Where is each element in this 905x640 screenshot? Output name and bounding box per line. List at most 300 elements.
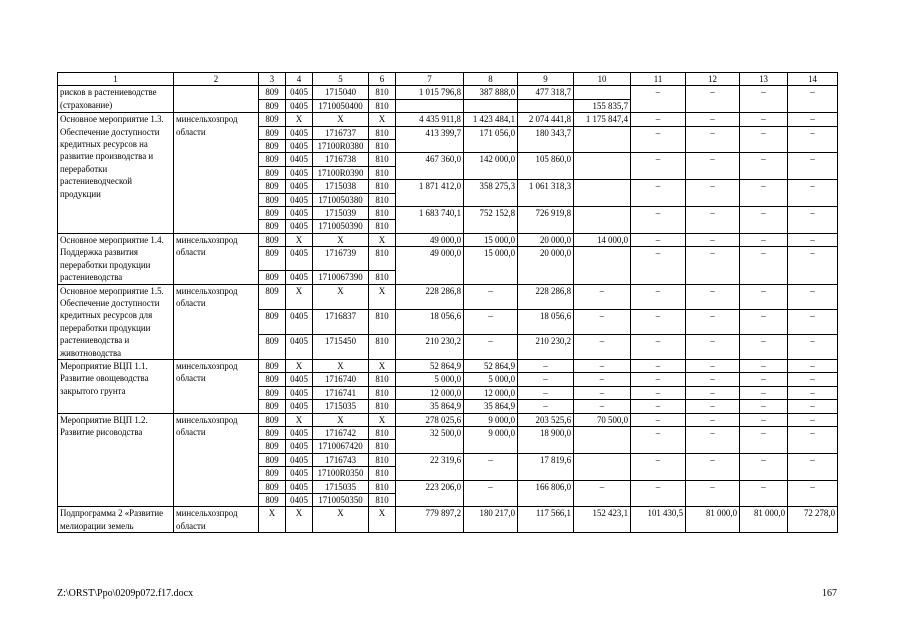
year-4-cell: – (631, 113, 686, 126)
year-7-cell: – (788, 233, 838, 246)
section-code-cell: 0405 (286, 153, 313, 166)
table-row (58, 86, 838, 99)
grbs-code-cell: 809 (259, 334, 286, 359)
section-code-cell: 0405 (286, 334, 313, 359)
grbs-code-cell: 809 (259, 284, 286, 309)
measure-name-cell: Мероприятие ВЦП 1.2. Развитие рисоводства (58, 413, 174, 507)
total-value-cell: 52 864,9 (396, 359, 464, 372)
grbs-code-cell: 809 (259, 247, 286, 271)
target-code-cell: X (313, 284, 369, 309)
year-7-cell: – (788, 126, 838, 153)
expense-code-cell: X (369, 284, 396, 309)
target-code-cell: 1710050390 (313, 220, 369, 233)
table-body (58, 73, 838, 533)
year-4-cell: – (631, 453, 686, 480)
year-1-cell (464, 99, 518, 112)
year-1-cell: 12 000,0 (464, 386, 518, 399)
section-code-cell: 0405 (286, 193, 313, 206)
year-5-cell: – (686, 233, 740, 246)
total-value-cell: 467 360,0 (396, 153, 464, 180)
year-1-cell: 387 888,0 (464, 86, 518, 99)
year-7-cell: – (788, 359, 838, 372)
year-2-cell: 1 061 318,3 (518, 180, 574, 207)
total-value-cell: 4 435 911,8 (396, 113, 464, 126)
footer-file-path: Z:\ORST\Ppo\0209p072.f17.docx (57, 588, 194, 599)
year-2-cell: 20 000,0 (518, 247, 574, 284)
year-7-cell: – (788, 334, 838, 359)
year-4-cell: – (631, 413, 686, 426)
year-4-cell: – (631, 426, 686, 453)
year-5-cell: – (686, 413, 740, 426)
expense-code-cell: 810 (369, 207, 396, 220)
year-6-cell: – (740, 86, 788, 113)
expense-code-cell: 810 (369, 309, 396, 334)
target-code-cell: 1716742 (313, 426, 369, 439)
year-6-cell: – (740, 453, 788, 480)
total-value-cell: 5 000,0 (396, 373, 464, 386)
total-value-cell: 49 000,0 (396, 233, 464, 246)
header-cell: 12 (686, 73, 740, 86)
year-3-cell: 152 423,1 (574, 507, 631, 533)
grbs-code-cell: 809 (259, 494, 286, 507)
target-code-cell: X (313, 413, 369, 426)
year-5-cell: – (686, 386, 740, 399)
total-value-cell: 413 399,7 (396, 126, 464, 153)
year-3-cell (574, 453, 631, 480)
section-code-cell: 0405 (286, 400, 313, 413)
year-4-cell: – (631, 400, 686, 413)
year-7-cell: – (788, 153, 838, 180)
year-1-cell: 15 000,0 (464, 247, 518, 284)
year-2-cell: 210 230,2 (518, 334, 574, 359)
year-2-cell: 477 318,7 (518, 86, 574, 99)
section-code-cell: 0405 (286, 309, 313, 334)
grbs-code-cell: 809 (259, 220, 286, 233)
expense-code-cell: 810 (369, 453, 396, 466)
section-code-cell: 0405 (286, 207, 313, 220)
year-5-cell: – (686, 207, 740, 234)
year-1-cell: 5 000,0 (464, 373, 518, 386)
year-4-cell: – (631, 334, 686, 359)
grbs-code-cell: 809 (259, 153, 286, 166)
section-code-cell: 0405 (286, 99, 313, 112)
section-code-cell: 0405 (286, 440, 313, 453)
year-2-cell: 18 056,6 (518, 309, 574, 334)
year-1-cell: 35 864,9 (464, 400, 518, 413)
section-code-cell: X (286, 113, 313, 126)
section-code-cell: X (286, 413, 313, 426)
year-7-cell: – (788, 400, 838, 413)
year-4-cell: – (631, 373, 686, 386)
total-value-cell: 35 864,9 (396, 400, 464, 413)
year-1-cell: 180 217,0 (464, 507, 518, 533)
year-4-cell: – (631, 284, 686, 309)
target-code-cell: 1715038 (313, 180, 369, 193)
year-3-cell: – (574, 309, 631, 334)
year-1-cell: 15 000,0 (464, 233, 518, 246)
expense-code-cell: X (369, 233, 396, 246)
year-4-cell: – (631, 233, 686, 246)
year-7-cell: – (788, 247, 838, 284)
target-code-cell: 1710067420 (313, 440, 369, 453)
target-code-cell: 1710050400 (313, 99, 369, 112)
executor-cell: минсельхозпрод области (174, 113, 259, 234)
expense-code-cell: 810 (369, 247, 396, 271)
section-code-cell: X (286, 507, 313, 533)
year-3-cell: 155 835,7 (574, 99, 631, 112)
section-code-cell: X (286, 359, 313, 372)
section-code-cell: 0405 (286, 247, 313, 271)
expense-code-cell: 810 (369, 86, 396, 99)
year-3-cell: – (574, 480, 631, 507)
section-code-cell: 0405 (286, 426, 313, 439)
year-7-cell: – (788, 309, 838, 334)
year-6-cell: – (740, 153, 788, 180)
header-cell: 13 (740, 73, 788, 86)
year-7-cell: – (788, 453, 838, 480)
grbs-code-cell: 809 (259, 233, 286, 246)
target-code-cell: 1716739 (313, 247, 369, 271)
total-value-cell: 18 056,6 (396, 309, 464, 334)
year-5-cell: – (686, 247, 740, 284)
year-5-cell: – (686, 373, 740, 386)
grbs-code-cell: 809 (259, 126, 286, 139)
year-6-cell: – (740, 386, 788, 399)
total-value-cell: 779 897,2 (396, 507, 464, 533)
year-7-cell: – (788, 284, 838, 309)
year-5-cell: – (686, 334, 740, 359)
year-1-cell: 358 275,3 (464, 180, 518, 207)
year-4-cell: – (631, 359, 686, 372)
budget-table (57, 72, 838, 533)
year-7-cell: – (788, 426, 838, 453)
year-6-cell: – (740, 207, 788, 234)
year-2-cell: 180 343,7 (518, 126, 574, 153)
year-1-cell: – (464, 309, 518, 334)
expense-code-cell: X (369, 113, 396, 126)
section-code-cell: 0405 (286, 373, 313, 386)
total-value-cell: 49 000,0 (396, 247, 464, 284)
total-value-cell (396, 99, 464, 112)
target-code-cell: 17100R0350 (313, 467, 369, 480)
year-5-cell: – (686, 309, 740, 334)
year-4-cell: – (631, 86, 686, 113)
year-1-cell: – (464, 453, 518, 480)
header-cell: 6 (369, 73, 396, 86)
year-2-cell: 228 286,8 (518, 284, 574, 309)
grbs-code-cell: 809 (259, 309, 286, 334)
year-1-cell: 752 152,8 (464, 207, 518, 234)
expense-code-cell: X (369, 413, 396, 426)
year-2-cell: 166 806,0 (518, 480, 574, 507)
target-code-cell: X (313, 507, 369, 533)
total-value-cell: 1 871 412,0 (396, 180, 464, 207)
grbs-code-cell: 809 (259, 99, 286, 112)
table-row (58, 359, 838, 372)
total-value-cell: 223 206,0 (396, 480, 464, 507)
section-code-cell: 0405 (286, 166, 313, 179)
year-3-cell (574, 207, 631, 234)
grbs-code-cell: 809 (259, 480, 286, 493)
grbs-code-cell: 809 (259, 373, 286, 386)
header-cell: 4 (286, 73, 313, 86)
year-2-cell: – (518, 400, 574, 413)
target-code-cell: 1710067390 (313, 271, 369, 284)
section-code-cell: 0405 (286, 126, 313, 139)
year-5-cell: – (686, 153, 740, 180)
section-code-cell: 0405 (286, 453, 313, 466)
grbs-code-cell: 809 (259, 400, 286, 413)
section-code-cell: 0405 (286, 271, 313, 284)
target-code-cell: 1716737 (313, 126, 369, 139)
year-1-cell: 1 423 484,1 (464, 113, 518, 126)
target-code-cell: 1715040 (313, 86, 369, 99)
year-1-cell: – (464, 480, 518, 507)
year-3-cell: – (574, 359, 631, 372)
year-6-cell: – (740, 413, 788, 426)
year-2-cell: 2 074 441,8 (518, 113, 574, 126)
expense-code-cell: 810 (369, 334, 396, 359)
year-6-cell: – (740, 284, 788, 309)
header-cell: 11 (631, 73, 686, 86)
expense-code-cell: 810 (369, 153, 396, 166)
year-1-cell: 9 000,0 (464, 413, 518, 426)
year-2-cell: 20 000,0 (518, 233, 574, 246)
grbs-code-cell: 809 (259, 359, 286, 372)
table-row (58, 113, 838, 126)
expense-code-cell: 810 (369, 440, 396, 453)
expense-code-cell: X (369, 359, 396, 372)
year-4-cell: – (631, 153, 686, 180)
year-3-cell: – (574, 373, 631, 386)
year-3-cell (574, 426, 631, 453)
target-code-cell: 17100R0380 (313, 140, 369, 153)
year-5-cell: – (686, 126, 740, 153)
table-row (58, 413, 838, 426)
year-2-cell: 117 566,1 (518, 507, 574, 533)
total-value-cell: 22 319,6 (396, 453, 464, 480)
header-cell: 8 (464, 73, 518, 86)
expense-code-cell: 810 (369, 140, 396, 153)
measure-name-cell: Подпрограмма 2 «Развитие мелиорации земель (58, 507, 174, 533)
year-7-cell: – (788, 113, 838, 126)
year-4-cell: – (631, 126, 686, 153)
executor-cell: минсельхозпрод области (174, 284, 259, 359)
year-1-cell: – (464, 284, 518, 309)
year-2-cell: 17 819,6 (518, 453, 574, 480)
grbs-code-cell: 809 (259, 193, 286, 206)
section-code-cell: 0405 (286, 386, 313, 399)
header-cell: 9 (518, 73, 574, 86)
grbs-code-cell: 809 (259, 386, 286, 399)
section-code-cell: 0405 (286, 86, 313, 99)
section-code-cell: X (286, 284, 313, 309)
section-code-cell: 0405 (286, 467, 313, 480)
year-7-cell: – (788, 207, 838, 234)
year-7-cell: – (788, 480, 838, 507)
target-code-cell: 1716738 (313, 153, 369, 166)
header-cell: 3 (259, 73, 286, 86)
executor-cell: минсельхозпрод области (174, 507, 259, 533)
header-cell: 7 (396, 73, 464, 86)
year-4-cell: – (631, 180, 686, 207)
year-2-cell: 18 900,0 (518, 426, 574, 453)
year-2-cell: – (518, 373, 574, 386)
year-2-cell: 726 919,8 (518, 207, 574, 234)
expense-code-cell: 810 (369, 180, 396, 193)
year-5-cell: – (686, 453, 740, 480)
section-code-cell: 0405 (286, 140, 313, 153)
year-2-cell: 105 860,0 (518, 153, 574, 180)
target-code-cell: 1716743 (313, 453, 369, 466)
year-3-cell: 70 500,0 (574, 413, 631, 426)
target-code-cell: 1710050350 (313, 494, 369, 507)
year-5-cell: – (686, 426, 740, 453)
header-row (58, 73, 838, 86)
year-5-cell: – (686, 113, 740, 126)
expense-code-cell: 810 (369, 400, 396, 413)
year-6-cell: – (740, 400, 788, 413)
grbs-code-cell: 809 (259, 467, 286, 480)
target-code-cell: X (313, 233, 369, 246)
header-cell: 1 (58, 73, 174, 86)
section-code-cell: 0405 (286, 180, 313, 193)
expense-code-cell: 810 (369, 99, 396, 112)
grbs-code-cell: 809 (259, 271, 286, 284)
target-code-cell: 17100R0390 (313, 166, 369, 179)
table-row (58, 507, 838, 533)
measure-name-cell: рисков в растениеводстве (страхование) (58, 86, 174, 113)
year-2-cell: 203 525,6 (518, 413, 574, 426)
grbs-code-cell: X (259, 507, 286, 533)
grbs-code-cell: 809 (259, 180, 286, 193)
year-7-cell: 72 278,0 (788, 507, 838, 533)
total-value-cell: 210 230,2 (396, 334, 464, 359)
year-7-cell: – (788, 86, 838, 113)
year-5-cell: – (686, 180, 740, 207)
measure-name-cell: Основное мероприятие 1.3. Обеспечение доступности кредитных ресурсов на развитие производства и переработки растениеводческой продукции (58, 113, 174, 234)
year-6-cell: – (740, 334, 788, 359)
year-3-cell (574, 247, 631, 284)
year-6-cell: – (740, 126, 788, 153)
table-row (58, 284, 838, 309)
page-number: 167 (822, 588, 837, 599)
expense-code-cell: 810 (369, 426, 396, 439)
expense-code-cell: 810 (369, 126, 396, 139)
section-code-cell: 0405 (286, 220, 313, 233)
target-code-cell: 1716741 (313, 386, 369, 399)
year-1-cell: 9 000,0 (464, 426, 518, 453)
year-1-cell: – (464, 334, 518, 359)
year-1-cell: 52 864,9 (464, 359, 518, 372)
year-6-cell: – (740, 309, 788, 334)
year-3-cell: – (574, 386, 631, 399)
year-5-cell: – (686, 284, 740, 309)
grbs-code-cell: 809 (259, 140, 286, 153)
year-3-cell: 1 175 847,4 (574, 113, 631, 126)
expense-code-cell: 810 (369, 467, 396, 480)
grbs-code-cell: 809 (259, 207, 286, 220)
year-5-cell: – (686, 359, 740, 372)
expense-code-cell: 810 (369, 386, 396, 399)
year-7-cell: – (788, 373, 838, 386)
grbs-code-cell: 809 (259, 453, 286, 466)
expense-code-cell: 810 (369, 271, 396, 284)
year-3-cell: – (574, 400, 631, 413)
target-code-cell: X (313, 113, 369, 126)
year-6-cell: – (740, 180, 788, 207)
target-code-cell: 1716740 (313, 373, 369, 386)
year-4-cell: – (631, 309, 686, 334)
year-6-cell: – (740, 247, 788, 284)
year-4-cell: – (631, 386, 686, 399)
executor-cell: минсельхозпрод области (174, 413, 259, 507)
year-3-cell (574, 126, 631, 153)
year-3-cell (574, 86, 631, 99)
year-2-cell: – (518, 359, 574, 372)
year-4-cell: – (631, 207, 686, 234)
year-3-cell (574, 153, 631, 180)
table-row (58, 233, 838, 246)
header-cell: 2 (174, 73, 259, 86)
grbs-code-cell: 809 (259, 166, 286, 179)
year-6-cell: – (740, 480, 788, 507)
expense-code-cell: 810 (369, 480, 396, 493)
expense-code-cell: 810 (369, 373, 396, 386)
year-3-cell: 14 000,0 (574, 233, 631, 246)
expense-code-cell: X (369, 507, 396, 533)
total-value-cell: 278 025,6 (396, 413, 464, 426)
year-6-cell: – (740, 233, 788, 246)
year-4-cell: – (631, 480, 686, 507)
year-1-cell: 171 056,0 (464, 126, 518, 153)
year-4-cell: – (631, 247, 686, 284)
grbs-code-cell: 809 (259, 413, 286, 426)
section-code-cell: 0405 (286, 494, 313, 507)
year-7-cell: – (788, 386, 838, 399)
total-value-cell: 12 000,0 (396, 386, 464, 399)
measure-name-cell: Основное мероприятие 1.4. Поддержка развития переработки продукции растениеводства (58, 233, 174, 284)
year-3-cell: – (574, 334, 631, 359)
grbs-code-cell: 809 (259, 440, 286, 453)
year-3-cell: – (574, 284, 631, 309)
section-code-cell: X (286, 233, 313, 246)
target-code-cell: 1716837 (313, 309, 369, 334)
target-code-cell: 1715035 (313, 480, 369, 493)
total-value-cell: 1 683 740,1 (396, 207, 464, 234)
year-1-cell: 142 000,0 (464, 153, 518, 180)
header-cell: 14 (788, 73, 838, 86)
executor-cell: минсельхозпрод области (174, 233, 259, 284)
target-code-cell: 1710050380 (313, 193, 369, 206)
expense-code-cell: 810 (369, 166, 396, 179)
total-value-cell: 1 015 796,8 (396, 86, 464, 99)
year-6-cell: – (740, 359, 788, 372)
measure-name-cell: Мероприятие ВЦП 1.1. Развитие овощеводства закрытого грунта (58, 359, 174, 413)
year-2-cell: – (518, 386, 574, 399)
measure-name-cell: Основное мероприятие 1.5. Обеспечение доступности кредитных ресурсов для переработки продукции растениеводства и животноводства (58, 284, 174, 359)
grbs-code-cell: 809 (259, 113, 286, 126)
year-5-cell: – (686, 480, 740, 507)
grbs-code-cell: 809 (259, 86, 286, 99)
expense-code-cell: 810 (369, 220, 396, 233)
total-value-cell: 32 500,0 (396, 426, 464, 453)
target-code-cell: 1715450 (313, 334, 369, 359)
header-cell: 10 (574, 73, 631, 86)
year-4-cell: 101 430,5 (631, 507, 686, 533)
year-7-cell: – (788, 180, 838, 207)
executor-cell: минсельхозпрод области (174, 359, 259, 413)
